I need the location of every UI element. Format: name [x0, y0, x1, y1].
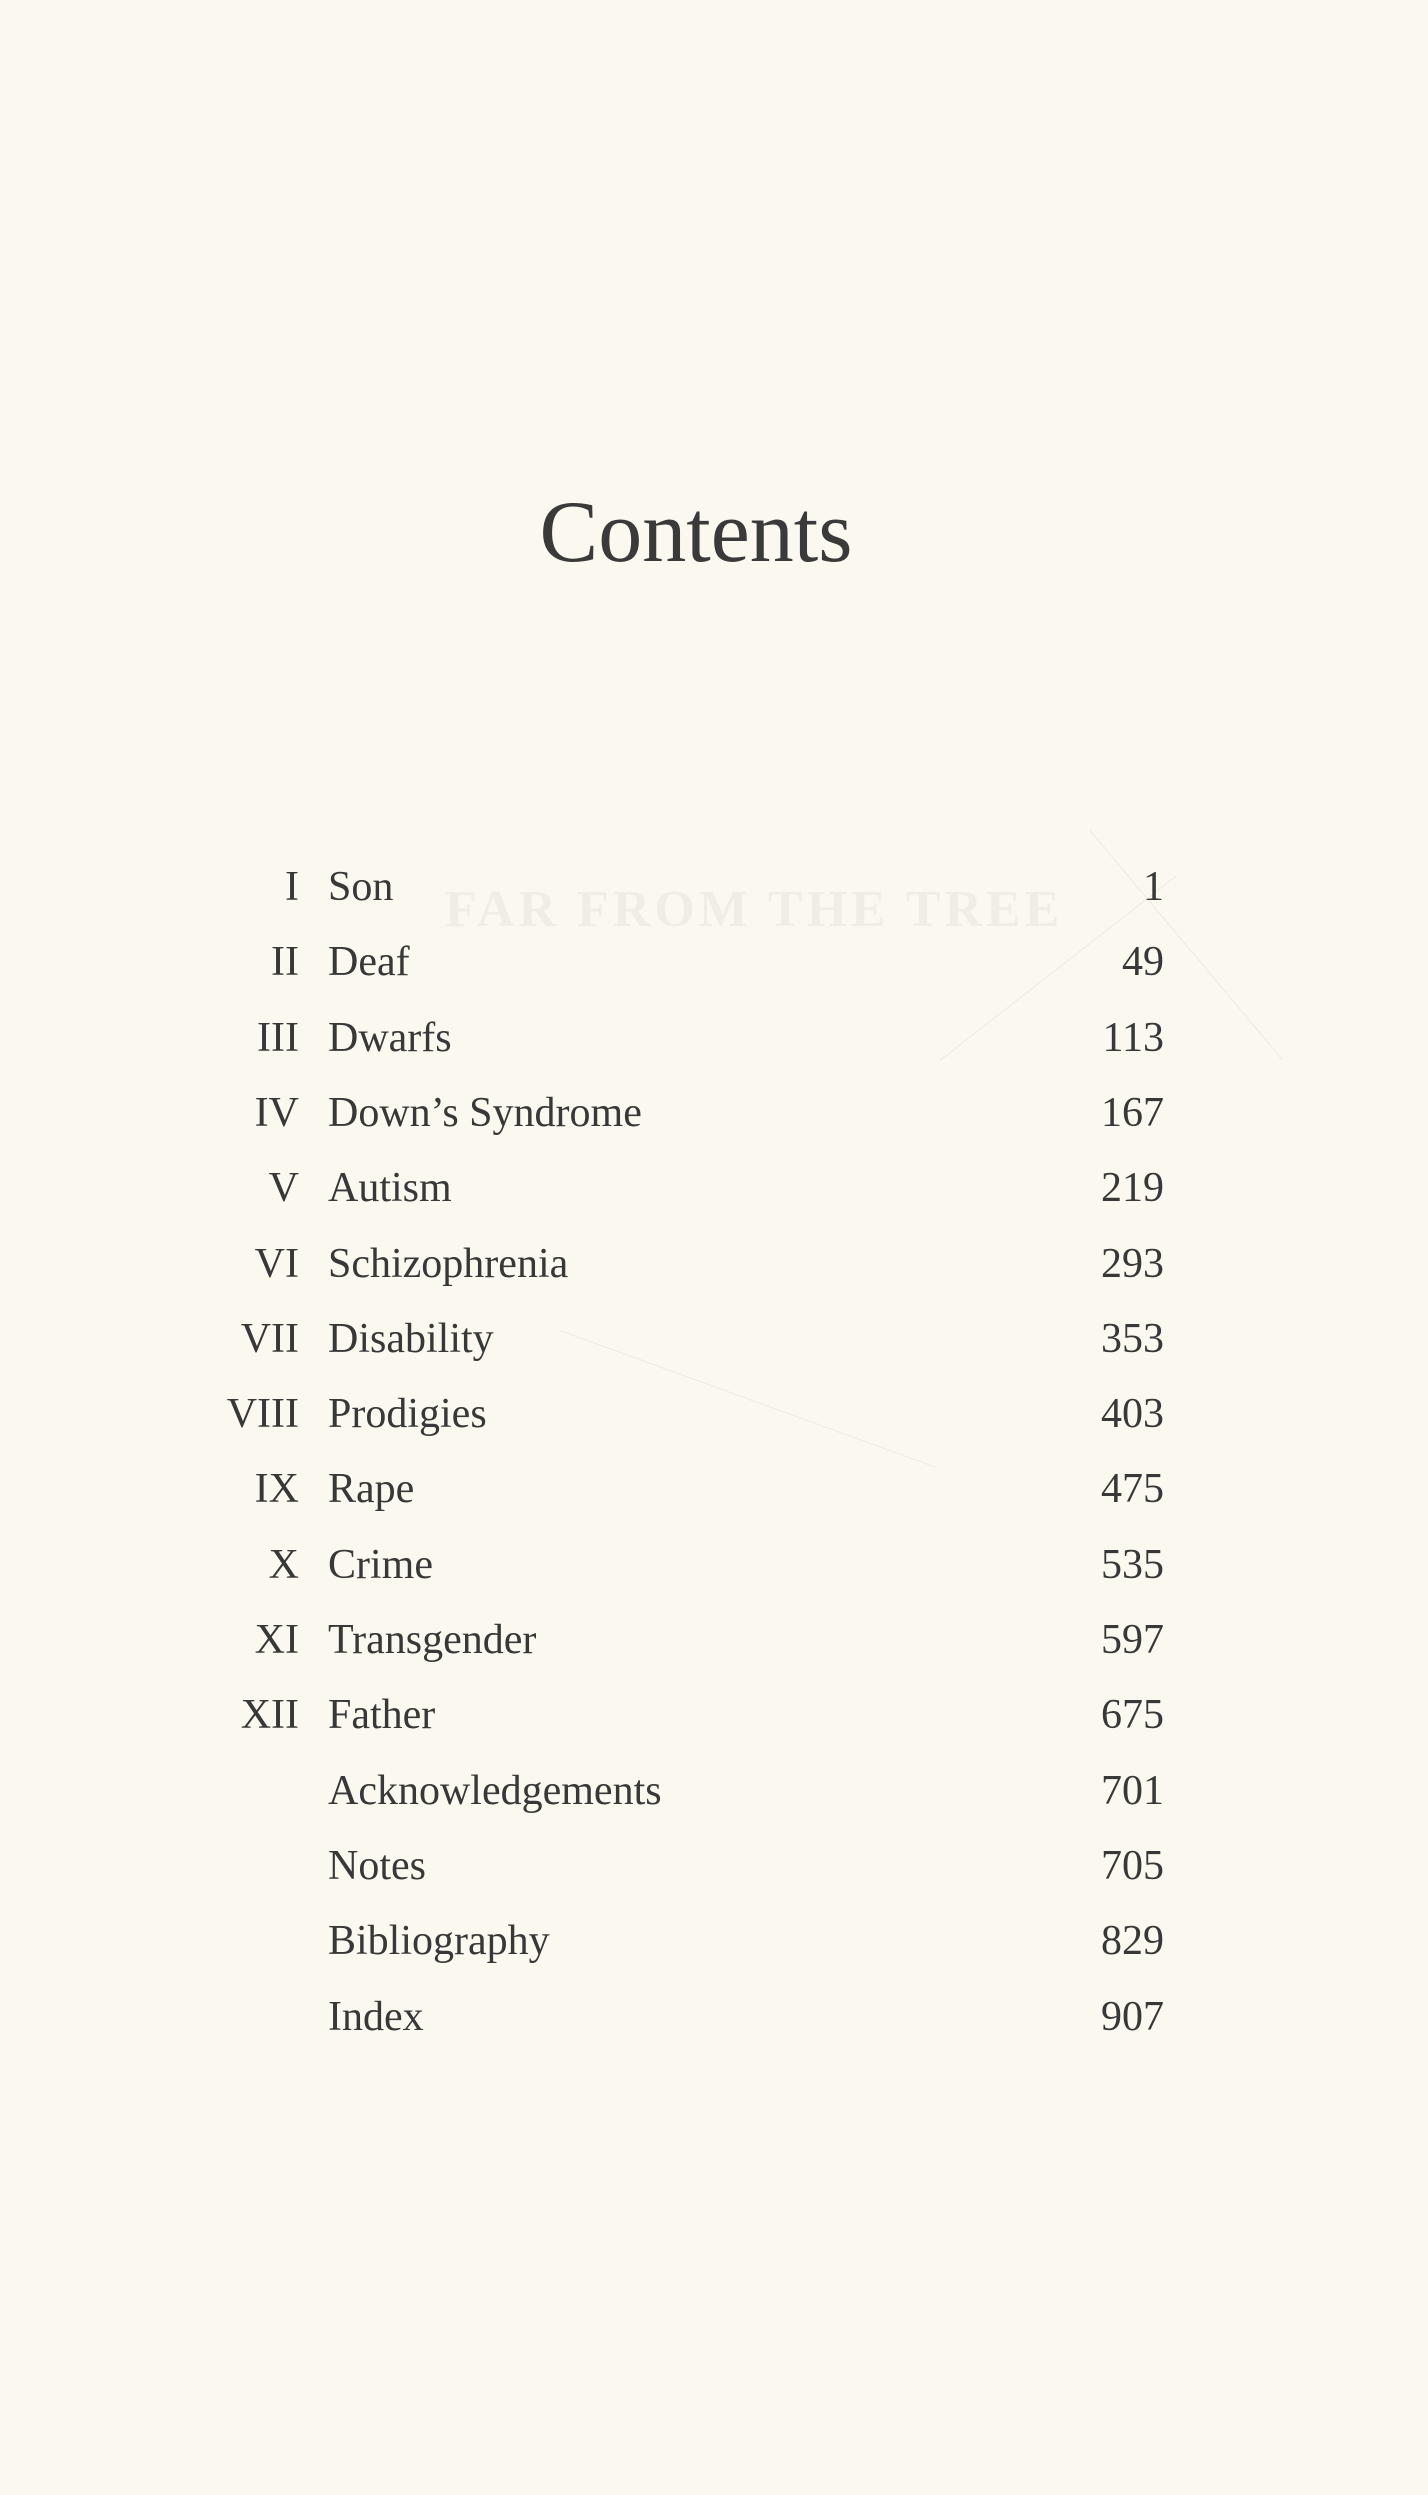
page-number: 353: [1101, 1315, 1164, 1362]
toc-entry: [0, 1008, 1428, 1068]
chapter-title: Father: [328, 1692, 436, 1739]
chapter-numeral: IV: [254, 1089, 299, 1136]
chapter-title: Rape: [328, 1466, 415, 1513]
chapter-numeral: XII: [240, 1692, 299, 1739]
toc-entry: [0, 1987, 1428, 2047]
page-number: 113: [1102, 1014, 1164, 1061]
toc-entry: [0, 1610, 1428, 1670]
chapter-title: Schizophrenia: [328, 1240, 569, 1287]
chapter-title: Crime: [328, 1541, 433, 1588]
chapter-title: Transgender: [328, 1617, 537, 1663]
toc-entry: [0, 1309, 1428, 1369]
toc-entry: [0, 1535, 1428, 1595]
page-number: 907: [1101, 1993, 1164, 2040]
toc-entry: [0, 1158, 1428, 1218]
page-number: 1: [1143, 864, 1164, 910]
chapter-title: Deaf: [328, 939, 410, 986]
toc-entry: [0, 857, 1428, 917]
page-number: 597: [1101, 1617, 1164, 1663]
toc-entry: [0, 1685, 1428, 1745]
chapter-numeral: IX: [254, 1466, 299, 1513]
chapter-title: Prodigies: [328, 1391, 487, 1438]
toc-entry: [0, 1384, 1428, 1444]
toc-entry: [0, 932, 1428, 992]
chapter-title: Down’s Syndrome: [328, 1089, 642, 1136]
chapter-numeral: VII: [240, 1315, 299, 1362]
page-number: 219: [1101, 1165, 1164, 1212]
chapter-title: Index: [328, 1993, 424, 2040]
page-number: 403: [1101, 1391, 1164, 1438]
chapter-title: Acknowledgements: [328, 1767, 662, 1814]
page-number: 49: [1122, 939, 1164, 986]
chapter-numeral: XI: [254, 1617, 299, 1663]
page-number: 475: [1101, 1466, 1164, 1513]
toc-entry: [0, 1836, 1428, 1896]
toc-entry: [0, 1083, 1428, 1143]
page-number: 535: [1101, 1541, 1164, 1588]
chapter-title: Son: [328, 864, 394, 910]
chapter-numeral: VIII: [226, 1391, 299, 1438]
chapter-title: Notes: [328, 1842, 426, 1889]
chapter-numeral: X: [268, 1541, 299, 1588]
page-number: 705: [1101, 1842, 1164, 1889]
page-number: 829: [1101, 1918, 1164, 1965]
page-number: 701: [1101, 1767, 1164, 1814]
page-number: 293: [1101, 1240, 1164, 1287]
chapter-numeral: III: [257, 1014, 299, 1061]
toc-entry: [0, 1761, 1428, 1821]
page-title: Contents: [539, 484, 853, 581]
chapter-numeral: I: [285, 864, 299, 910]
chapter-numeral: VI: [254, 1240, 299, 1287]
toc-entry: [0, 1234, 1428, 1294]
chapter-title: Dwarfs: [328, 1014, 452, 1061]
page-number: 167: [1101, 1089, 1164, 1136]
chapter-numeral: II: [271, 939, 299, 986]
page-number: 675: [1101, 1692, 1164, 1739]
chapter-title: Bibliography: [328, 1918, 550, 1965]
toc-entry: [0, 1911, 1428, 1971]
chapter-title: Disability: [328, 1315, 494, 1362]
toc-entry: [0, 1459, 1428, 1519]
chapter-title: Autism: [328, 1165, 452, 1212]
chapter-numeral: V: [268, 1165, 299, 1212]
